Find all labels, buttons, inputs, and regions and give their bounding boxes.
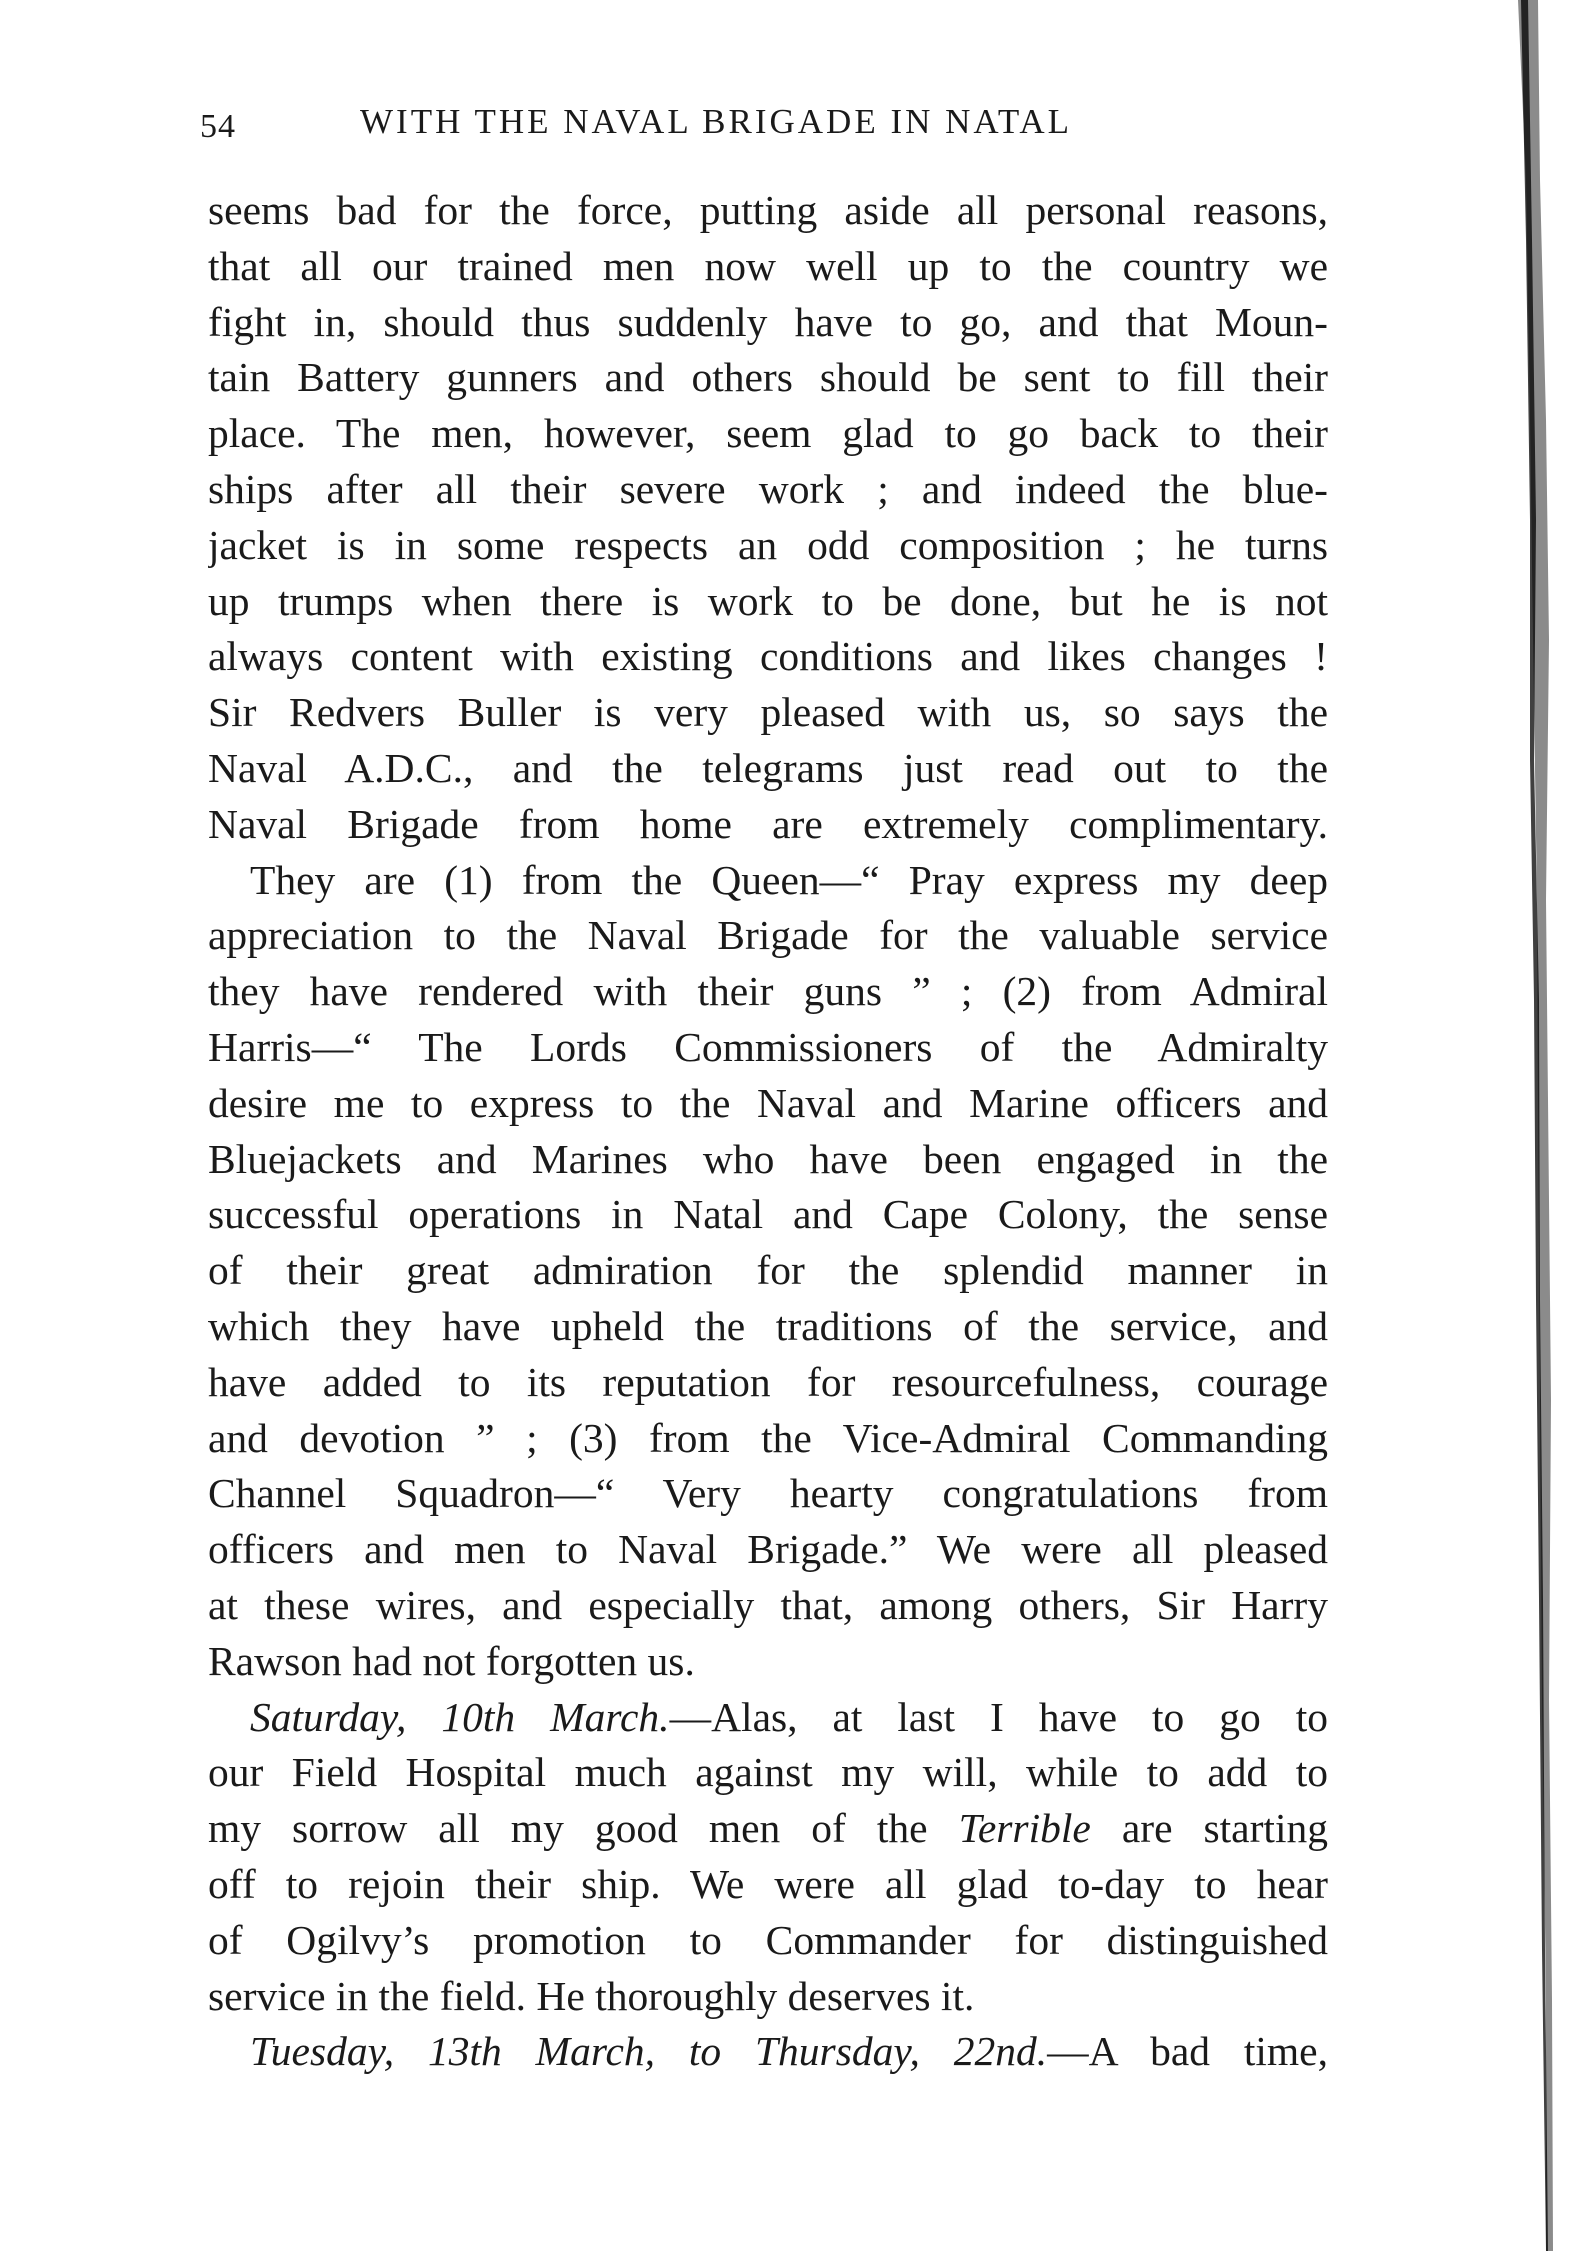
text-line: fight in, should thus suddenly have to go, and that Moun- (208, 298, 1328, 345)
running-head (200, 98, 1340, 158)
text-line: ships after all their severe work ; and indeed the blue- (208, 465, 1328, 512)
text-line: desire me to express to the Naval and Marine officers and (208, 1079, 1328, 1126)
text-line: Channel Squadron—“ Very hearty congratulations from (208, 1470, 1328, 1517)
text-line: seems bad for the force, putting aside all personal reasons, (208, 187, 1328, 233)
text-span: my sorrow all my good men of the (208, 1805, 959, 1852)
text-line: of their great admiration for the splendid manner in (208, 1247, 1328, 1294)
text-line: have added to its reputation for resourcefulness, courage (208, 1358, 1328, 1405)
paragraph-4 (208, 2024, 1328, 2080)
running-title: WITH THE NAVAL BRIGADE IN NATAL (360, 102, 1073, 141)
text-line: Bluejackets and Marines who have been engaged in the (208, 1135, 1328, 1182)
text-span: are starting (1090, 1805, 1328, 1852)
body-text (208, 183, 1328, 2080)
text-line: which they have upheld the traditions of the service, and (208, 1302, 1328, 1349)
text-line: successful operations in Natal and Cape Colony, the sense (208, 1191, 1328, 1238)
diary-date: Saturday, 10th March. (250, 1693, 670, 1740)
text-line: Harris—“ The Lords Commissioners of the Admiralty (208, 1023, 1328, 1070)
diary-date: Tuesday, 13th March, to Thursday, 22nd. (250, 2028, 1048, 2075)
text-line: off to rejoin their ship. We were all glad to-day to hear (208, 1860, 1328, 1907)
text-line: place. The men, however, seem glad to go back to their (208, 410, 1328, 457)
text-line: jacket is in some respects an odd composition ; he turns (208, 521, 1328, 568)
page-edge-shadow (1518, 0, 1575, 2251)
text-span: —Alas, at last I have to go to (669, 1693, 1328, 1740)
paragraph-1 (208, 183, 1328, 853)
text-line: our Field Hospital much against my will, while to add to (208, 1749, 1328, 1796)
text-line: service in the field. He thoroughly deserves it. (208, 1972, 975, 2019)
page-number: 54 (200, 108, 236, 145)
paragraph-2 (208, 853, 1328, 1690)
text-line: officers and men to Naval Brigade.” We were all pleased (208, 1526, 1328, 1573)
page-edge-shadow-graphic (1518, 0, 1575, 2251)
text-line: Sir Redvers Buller is very pleased with us, so says the (208, 689, 1328, 736)
text-line: that all our trained men now well up to the country we (208, 242, 1328, 289)
text-line: They are (1) from the Queen—“ Pray express my deep (250, 856, 1328, 903)
text-line (208, 1801, 1328, 1857)
text-line: of Ogilvy’s promotion to Commander for distinguished (208, 1916, 1328, 1963)
paragraph-3 (208, 1690, 1328, 2025)
text-line: Naval Brigade from home are extremely complimentary. (208, 800, 1328, 847)
text-line: always content with existing conditions and likes changes ! (208, 633, 1328, 680)
text-line: Naval A.D.C., and the telegrams just read out to the (208, 744, 1328, 791)
text-line: up trumps when there is work to be done, but he is not (208, 577, 1328, 624)
text-span: —A bad time, (1047, 2028, 1328, 2075)
text-line: at these wires, and especially that, among others, Sir Harry (208, 1581, 1328, 1628)
text-line: they have rendered with their guns ” ; (2) from Admiral (208, 968, 1328, 1015)
text-line (208, 1690, 1328, 1746)
text-line: tain Battery gunners and others should be sent to fill their (208, 354, 1328, 401)
text-line: Rawson had not forgotten us. (208, 1637, 695, 1684)
ship-name: Terrible (958, 1805, 1091, 1852)
text-line: and devotion ” ; (3) from the Vice-Admiral Commanding (208, 1414, 1328, 1461)
text-line (208, 2024, 1328, 2080)
text-line: appreciation to the Naval Brigade for the valuable service (208, 912, 1328, 959)
